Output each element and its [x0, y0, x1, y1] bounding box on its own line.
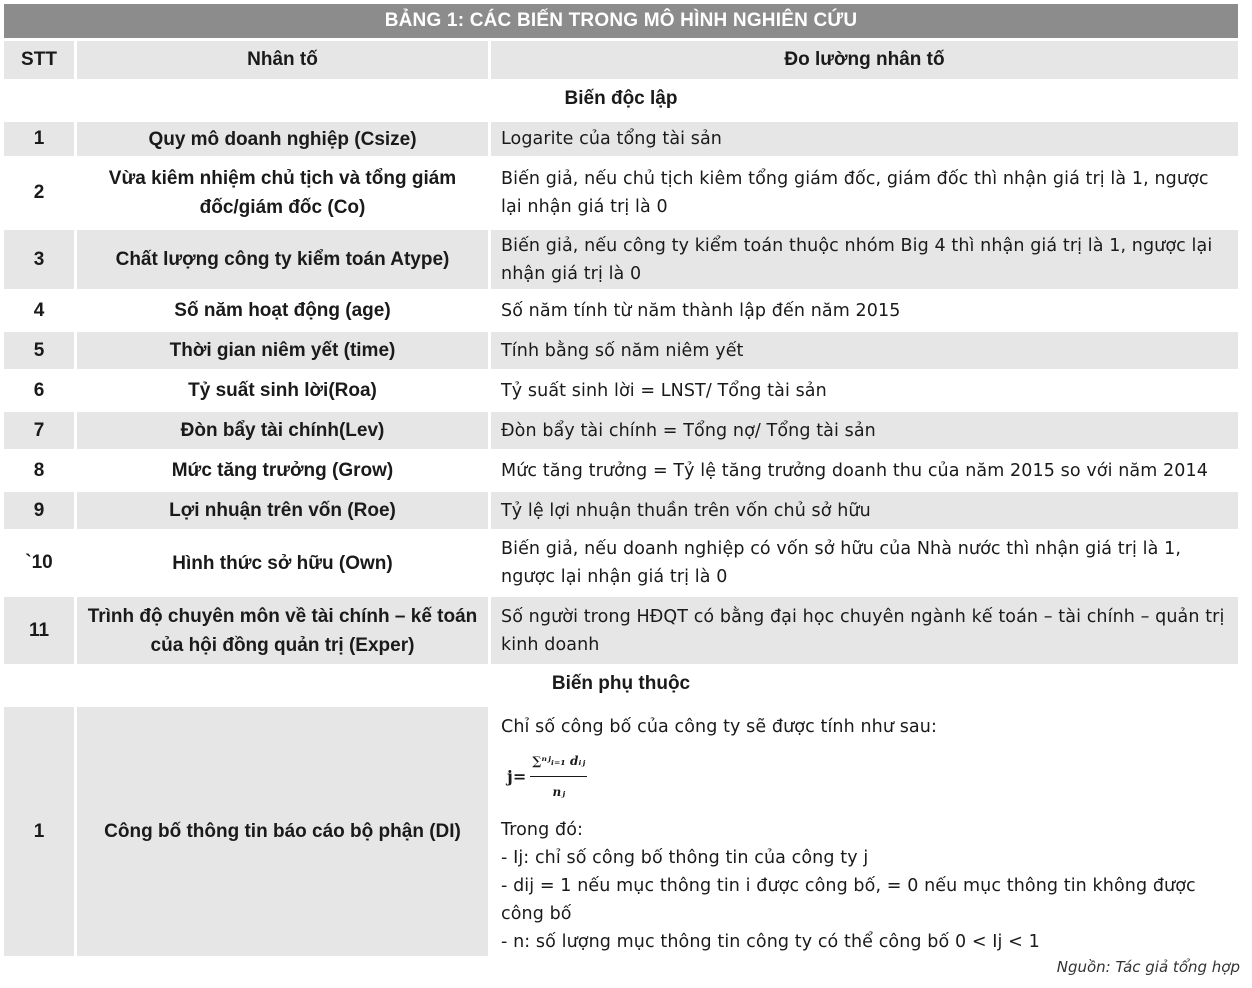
table-container — [4, 4, 1238, 956]
row-measure: Tính bằng số năm niêm yết — [488, 329, 1238, 369]
header-row — [4, 38, 1238, 79]
table-row-dependent — [4, 704, 1238, 956]
row-factor: Số năm hoạt động (age) — [74, 289, 488, 329]
row-factor: Quy mô doanh nghiệp (Csize) — [74, 119, 488, 156]
table-row — [4, 529, 1238, 594]
row-factor: Chất lượng công ty kiểm toán Atype) — [74, 227, 488, 289]
row-stt: 9 — [4, 489, 74, 529]
row-factor: Đòn bẩy tài chính(Lev) — [74, 409, 488, 449]
row-measure: Đòn bẩy tài chính = Tổng nợ/ Tổng tài sản — [488, 409, 1238, 449]
row-measure: Tỷ lệ lợi nhuận thuần trên vốn chủ sở hữu — [488, 489, 1238, 529]
header-measure: Đo lường nhân tố — [488, 38, 1238, 79]
row-stt: `10 — [4, 529, 74, 594]
header-stt: STT — [4, 38, 74, 79]
row-measure: Số năm tính từ năm thành lập đến năm 2015 — [488, 289, 1238, 329]
table-row — [4, 227, 1238, 289]
measure-bullet: - n: số lượng mục thông tin công ty có thể công bố 0 < Ij < 1 — [501, 932, 1040, 952]
row-factor: Tỷ suất sinh lời(Roa) — [74, 369, 488, 409]
formula — [507, 747, 1228, 806]
row-factor: Công bố thông tin báo cáo bộ phận (DI) — [74, 704, 488, 956]
row-stt: 5 — [4, 329, 74, 369]
row-stt: 1 — [4, 119, 74, 156]
table-row — [4, 409, 1238, 449]
row-factor: Trình độ chuyên môn về tài chính – kế toán của hội đồng quản trị (Exper) — [74, 594, 488, 664]
row-stt: 4 — [4, 289, 74, 329]
row-measure: Biến giả, nếu công ty kiểm toán thuộc nhóm Big 4 thì nhận giá trị là 1, ngược lại nhận giá trị là 0 — [488, 227, 1238, 289]
table-row — [4, 594, 1238, 664]
table-row — [4, 449, 1238, 489]
table-row — [4, 156, 1238, 227]
section-row-independent — [4, 79, 1238, 119]
row-factor: Hình thức sở hữu (Own) — [74, 529, 488, 594]
formula-denominator: nⱼ — [552, 785, 566, 799]
row-stt: 3 — [4, 227, 74, 289]
row-measure: Mức tăng trưởng = Tỷ lệ tăng trưởng doanh thu của năm 2015 so với năm 2014 — [488, 449, 1238, 489]
row-stt: 8 — [4, 449, 74, 489]
source-note: Nguồn: Tác giả tổng hợp — [1056, 958, 1240, 976]
table-row — [4, 369, 1238, 409]
row-stt: 1 — [4, 704, 74, 956]
section-dependent-label: Biến phụ thuộc — [4, 664, 1238, 704]
row-factor: Lợi nhuận trên vốn (Roe) — [74, 489, 488, 529]
measure-where: Trong đó: — [501, 820, 584, 840]
section-independent-label: Biến độc lập — [4, 79, 1238, 119]
table-row — [4, 119, 1238, 156]
row-factor: Thời gian niêm yết (time) — [74, 329, 488, 369]
table-row — [4, 329, 1238, 369]
row-stt: 7 — [4, 409, 74, 449]
row-factor: Vừa kiêm nhiệm chủ tịch và tổng giám đốc/giám đốc (Co) — [74, 156, 488, 227]
table-row — [4, 489, 1238, 529]
row-stt: 11 — [4, 594, 74, 664]
table-title: BẢNG 1: CÁC BIẾN TRONG MÔ HÌNH NGHIÊN CỨU — [4, 4, 1238, 38]
section-row-dependent — [4, 664, 1238, 704]
variables-table — [4, 38, 1238, 956]
header-factor: Nhân tố — [74, 38, 488, 79]
formula-fraction — [530, 747, 587, 806]
row-measure: Logarite của tổng tài sản — [488, 119, 1238, 156]
measure-intro: Chỉ số công bố của công ty sẽ được tính như sau: — [501, 717, 937, 737]
row-stt: 2 — [4, 156, 74, 227]
row-measure: Số người trong HĐQT có bằng đại học chuyên ngành kế toán – tài chính – quản trị kinh doanh — [488, 594, 1238, 664]
row-measure: Tỷ suất sinh lời = LNST/ Tổng tài sản — [488, 369, 1238, 409]
table-row — [4, 289, 1238, 329]
row-stt: 6 — [4, 369, 74, 409]
row-factor: Mức tăng trưởng (Grow) — [74, 449, 488, 489]
row-measure: Biến giả, nếu chủ tịch kiêm tổng giám đốc, giám đốc thì nhận giá trị là 1, ngược lại nhận giá trị là 0 — [488, 156, 1238, 227]
row-measure: Biến giả, nếu doanh nghiệp có vốn sở hữu của Nhà nước thì nhận giá trị là 1, ngược lại nhận giá trị là 0 — [488, 529, 1238, 594]
formula-lhs: j= — [507, 766, 527, 786]
measure-bullet: - dij = 1 nếu mục thông tin i được công bố, = 0 nếu mục thông tin không được công bố — [501, 876, 1196, 924]
row-measure-dependent — [488, 704, 1238, 956]
formula-numerator: ∑ⁿʲᵢ₌₁ dᵢⱼ — [530, 747, 587, 777]
measure-bullet: - Ij: chỉ số công bố thông tin của công ty j — [501, 848, 869, 868]
